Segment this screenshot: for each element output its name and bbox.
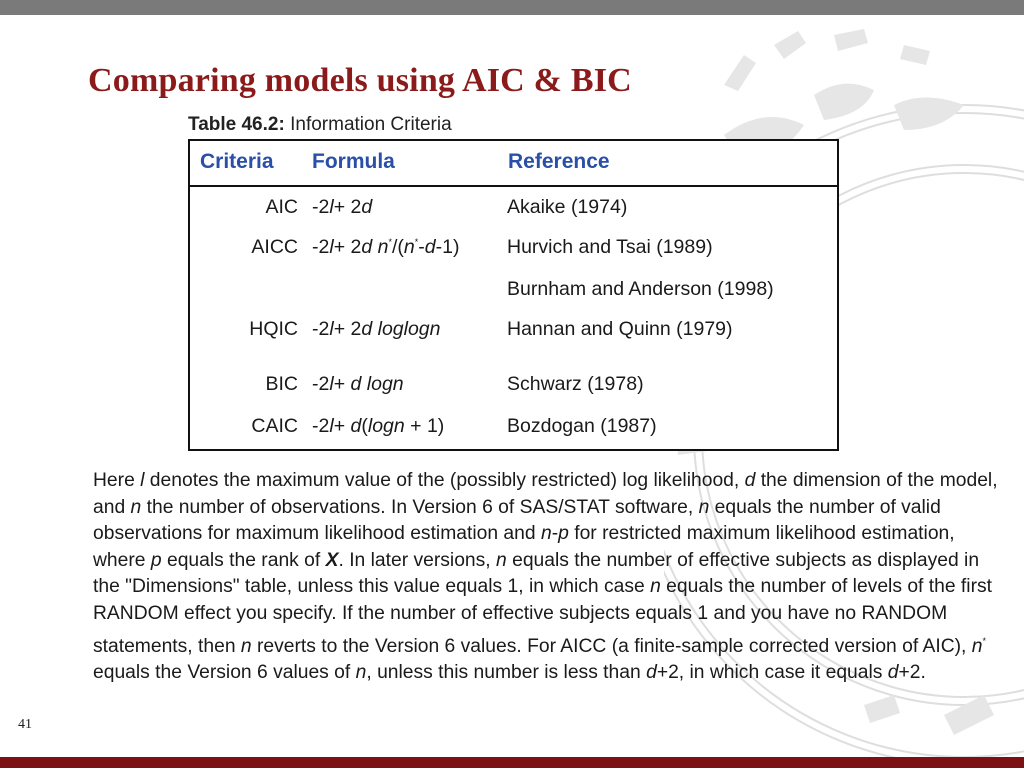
slide-number: 41: [18, 717, 32, 732]
formula-cell: -2l+ 2d: [312, 196, 373, 218]
formula-cell: -2l+ 2d loglogn: [312, 318, 441, 340]
slide-title: Comparing models using AIC & BIC: [88, 62, 632, 99]
reference-cell: Burnham and Anderson (1998): [507, 278, 774, 300]
reference-cell: Hannan and Quinn (1979): [507, 318, 733, 340]
reference-cell: Akaike (1974): [507, 196, 628, 218]
table-row: [190, 192, 837, 226]
formula-cell: -2l+ 2d n*/(n*-d-1): [312, 236, 460, 258]
criteria-cell: AIC: [265, 196, 298, 218]
caption-prefix: Table 46.2:: [188, 114, 285, 135]
table-row: [190, 274, 837, 308]
header-formula: Formula: [312, 150, 395, 173]
reference-cell: Bozdogan (1987): [507, 415, 657, 437]
formula-cell: -2l+ d logn: [312, 373, 404, 395]
reference-cell: Hurvich and Tsai (1989): [507, 236, 713, 258]
header-reference: Reference: [508, 150, 610, 173]
table-row: [190, 232, 837, 266]
header-criteria: Criteria: [200, 150, 274, 173]
reference-cell: Schwarz (1978): [507, 373, 644, 395]
formula-cell: -2l+ d(logn + 1): [312, 415, 445, 437]
criteria-cell: AICC: [251, 236, 298, 258]
information-criteria-table: [188, 139, 839, 451]
criteria-cell: HQIC: [249, 318, 298, 340]
caption-text: Information Criteria: [290, 114, 452, 135]
table-caption: [188, 114, 452, 136]
criteria-cell: CAIC: [251, 415, 298, 437]
table-row: [190, 369, 837, 403]
bottom-bar: [0, 757, 1024, 768]
table-row: [190, 314, 837, 348]
top-bar: [0, 0, 1024, 15]
criteria-cell: BIC: [265, 373, 298, 395]
explanation-paragraph: Here l denotes the maximum value of the (possibly restricted) log likelihood, d the dimension of the model, and n the number of observations. In Version 6 of SAS/STAT software, n equals the number of valid observations for maximum likelihood estimation and n-p for restricted maximum likelihood estimation, where p equals the rank of X. In later versions, n equals the number of effective subjects as displayed in the "Dimensions" table, unless this value equals 1, in which case n equals the number of levels of the first RANDOM effect you specify. If the number of effective subjects equals 1 and you have no RANDOM statements, then n reverts to the Version 6 values. For AICC (a finite-sample corrected version of AIC), n* equals the Version 6 values of n, unless this number is less than d+2, in which case it equals d+2.: [93, 470, 998, 684]
table-header: [190, 141, 837, 187]
table-row: [190, 411, 837, 445]
